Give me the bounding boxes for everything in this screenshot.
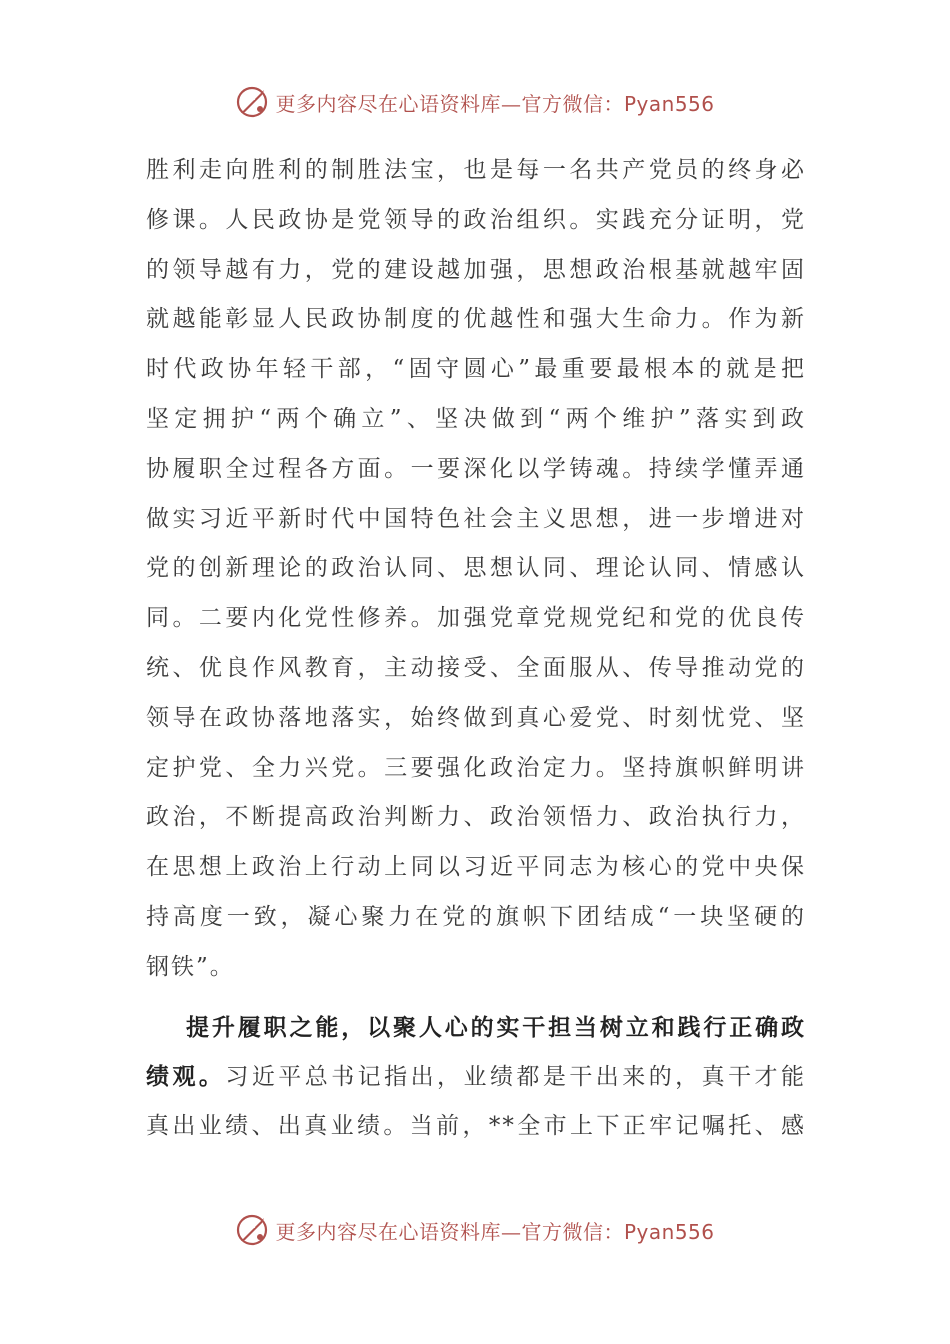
body-line: 统、优良作风教育，主动接受、全面服从、传导推动党的 bbox=[146, 654, 806, 681]
footer-banner-text: 更多内容尽在心语资料库—官方微信：Pyan556 bbox=[275, 1219, 715, 1244]
header-banner bbox=[0, 82, 950, 122]
body-line: 政治，不断提高政治判断力、政治领悟力、政治执行力， bbox=[146, 804, 806, 831]
body-line: 真出业绩、出真业绩。当前，**全市上下正牢记嘱托、感 bbox=[146, 1113, 806, 1140]
body-line: 持高度一致，凝心聚力在党的旗帜下团结成“一块坚硬的 bbox=[146, 903, 806, 930]
paragraph-heading-end: 绩观。 bbox=[146, 1063, 226, 1091]
header-banner-text: 更多内容尽在心语资料库—官方微信：Pyan556 bbox=[275, 91, 715, 116]
body-line: 时代政协年轻干部，“固守圆心”最重要最根本的就是把 bbox=[146, 356, 806, 383]
quill-seal-logo-icon bbox=[235, 1213, 269, 1247]
footer-banner bbox=[0, 1210, 950, 1250]
body-line: 领导在政协落地落实，始终做到真心爱党、时刻忧党、坚 bbox=[146, 704, 806, 731]
body-line bbox=[146, 1052, 806, 1102]
body-line: 修课。人民政协是党领导的政治组织。实践充分证明，党 bbox=[146, 206, 806, 233]
document-body bbox=[146, 146, 806, 1152]
body-line-rest: 习近平总书记指出，业绩都是干出来的，真干才能 bbox=[225, 1064, 806, 1091]
body-line: 党的创新理论的政治认同、思想认同、理论认同、情感认 bbox=[146, 555, 806, 582]
body-line: 协履职全过程各方面。一要深化以学铸魂。持续学懂弄通 bbox=[146, 455, 806, 482]
body-line: 在思想上政治上行动上同以习近平同志为核心的党中央保 bbox=[146, 854, 806, 881]
paragraph-heading: 提升履职之能，以聚人心的实干担当树立和践行正确政 bbox=[186, 1013, 806, 1041]
body-line: 同。二要内化党性修养。加强党章党规党纪和党的优良传 bbox=[146, 605, 806, 632]
body-line: 胜利走向胜利的制胜法宝，也是每一名共产党员的终身必 bbox=[146, 157, 806, 183]
body-line: 就越能彰显人民政协制度的优越性和强大生命力。作为新 bbox=[146, 306, 806, 333]
body-line: 做实习近平新时代中国特色社会主义思想，进一步增进对 bbox=[146, 505, 806, 532]
quill-seal-logo-icon bbox=[235, 85, 269, 119]
body-line: 定护党、全力兴党。三要强化政治定力。坚持旗帜鲜明讲 bbox=[146, 754, 806, 781]
body-line: 的领导越有力，党的建设越加强，思想政治根基就越牢固 bbox=[146, 256, 806, 283]
body-line: 坚定拥护“两个确立”、坚决做到“两个维护”落实到政 bbox=[146, 405, 806, 432]
body-line: 钢铁”。 bbox=[146, 953, 235, 980]
